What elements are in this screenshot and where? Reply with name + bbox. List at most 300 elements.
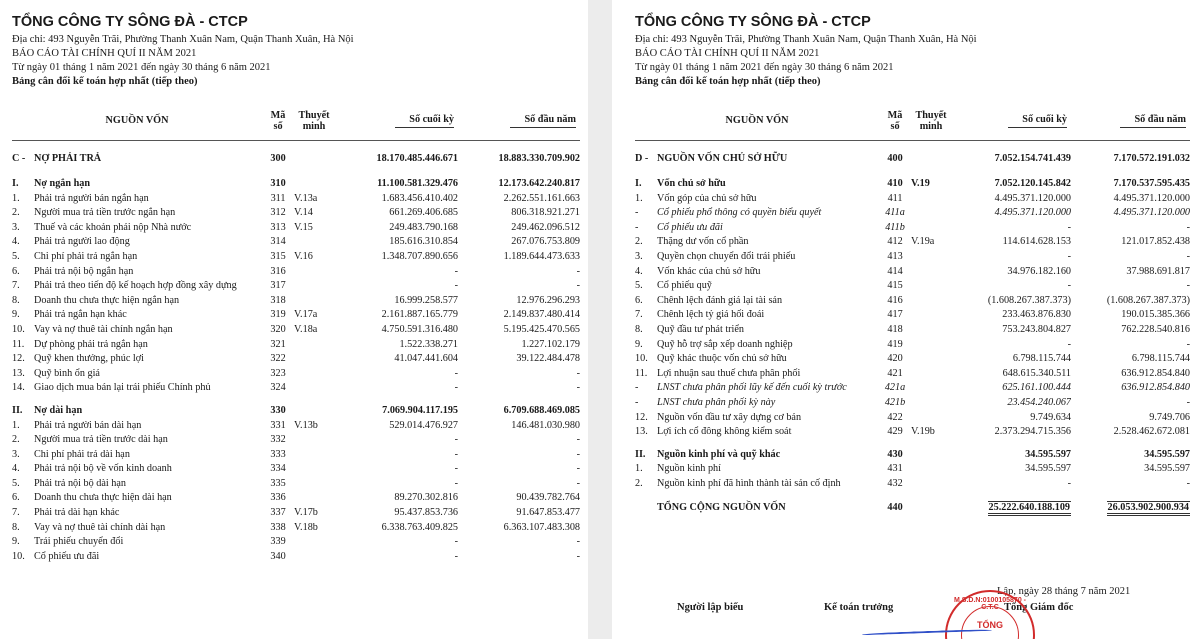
page-gutter: [588, 0, 612, 639]
column-header-end: Số cuối kỳ: [334, 104, 458, 140]
row-begin-value: 249.462.096.512: [511, 221, 581, 233]
row-index: 7.: [12, 507, 20, 519]
table-row: [635, 381, 1190, 396]
row-code: 412: [887, 236, 903, 248]
column-header-label-right: NGUỒN VỐN: [725, 115, 789, 127]
row-label: LNST chưa phân phối lũy kế đến cuối kỳ trước: [657, 382, 847, 394]
column-header-label: NGUỒN VỐN: [105, 115, 169, 127]
row-index: 1.: [12, 192, 20, 204]
row-index: C -: [12, 153, 26, 164]
row-note: [294, 177, 334, 192]
row-label: Phải trả nội bộ về vốn kinh doanh: [34, 463, 172, 475]
row-end-value: -: [454, 448, 459, 460]
row-index: 3.: [635, 250, 643, 262]
row-end-value: -: [454, 280, 459, 292]
row-note: V.16: [294, 250, 313, 262]
table-row: [12, 221, 580, 236]
row-code: 319: [270, 309, 286, 321]
seal-text: TỔNG: [977, 620, 1003, 630]
row-begin-value: -: [576, 448, 581, 460]
row-code: 410: [887, 178, 903, 189]
row-begin-value: 2.528.462.672.081: [1113, 426, 1191, 438]
table-row: [635, 477, 1190, 492]
row-label: Quyền chọn chuyển đổi trái phiếu: [657, 250, 796, 262]
row-label: Phải trả nội bộ dài hạn: [34, 477, 126, 489]
row-label: Người mua trả tiền trước ngắn hạn: [34, 207, 176, 219]
row-index: 6.: [12, 492, 20, 504]
row-begin-value: -: [1186, 477, 1191, 489]
row-code: 411: [887, 192, 903, 204]
row-label: Phải trả người lao động: [34, 236, 130, 248]
row-label: Nguồn kinh phí và quỹ khác: [657, 448, 781, 460]
balance-sheet-table-equity: [635, 104, 1190, 517]
table-row: [635, 396, 1190, 411]
row-index: 4.: [12, 236, 20, 248]
table-row: [12, 462, 580, 477]
row-begin-value: 762.228.540.816: [1121, 323, 1191, 335]
column-header-code: Mã số: [270, 110, 286, 132]
row-begin-value: 6.709.688.469.085: [503, 404, 581, 416]
row-index: 7.: [12, 280, 20, 292]
row-begin-value: 806.318.921.271: [511, 207, 581, 219]
row-note: [911, 499, 951, 517]
row-begin-value: 2.262.551.161.663: [503, 192, 581, 204]
row-end-value: 95.437.853.736: [394, 507, 459, 519]
table-row: [635, 250, 1190, 265]
company-address-right: Địa chỉ: 493 Nguyễn Trãi, Phường Thanh Xuân Nam, Quận Thanh Xuân, Hà Nội: [635, 34, 977, 45]
row-index: 13.: [635, 426, 648, 438]
table-row: [12, 294, 580, 309]
row-index: 8.: [635, 323, 643, 335]
table-row: [635, 294, 1190, 309]
table-row: [635, 221, 1190, 236]
row-label: Thặng dư vốn cổ phần: [657, 236, 749, 248]
row-note: V.18a: [294, 323, 318, 335]
row-code: 332: [270, 434, 286, 446]
row-code: 422: [887, 411, 903, 423]
row-end-value: 16.999.258.577: [394, 294, 459, 306]
report-subtitle: Bảng cân đối kế toán hợp nhất (tiếp theo): [12, 76, 198, 87]
row-code: 337: [270, 507, 286, 519]
row-begin-value: 2.149.837.480.414: [503, 309, 581, 321]
row-note: [911, 221, 951, 236]
table-row: [635, 308, 1190, 323]
row-note: [294, 235, 334, 250]
table-row: [635, 352, 1190, 367]
row-begin-value: 12.173.642.240.817: [498, 178, 581, 189]
row-begin-value: 6.363.107.483.308: [503, 521, 581, 533]
company-name-right: TỔNG CÔNG TY SÔNG ĐÀ - CTCP: [635, 14, 871, 30]
row-end-value: 34.976.182.160: [1007, 265, 1072, 277]
row-note: [911, 477, 951, 492]
report-period: Từ ngày 01 tháng 1 năm 2021 đến ngày 30 tháng 6 năm 2021: [12, 62, 271, 73]
row-code: 440: [887, 502, 903, 514]
row-label: Cổ phiếu quỹ: [657, 280, 712, 292]
row-note: [294, 448, 334, 463]
row-end-value: 34.595.597: [1025, 448, 1072, 460]
row-note: [911, 411, 951, 426]
row-note: [911, 352, 951, 367]
row-end-value: 1.683.456.410.402: [381, 192, 459, 204]
row-label: Phải trả theo tiến độ kế hoạch hợp đồng xây dựng: [34, 280, 237, 292]
row-code: 310: [270, 178, 286, 189]
table-row: [12, 433, 580, 448]
row-code: 432: [887, 477, 903, 489]
table-row: [635, 149, 1190, 169]
company-address: Địa chỉ: 493 Nguyễn Trãi, Phường Thanh Xuân Nam, Quận Thanh Xuân, Hà Nội: [12, 34, 354, 45]
table-row: [635, 448, 1190, 463]
row-end-value: 249.483.790.168: [389, 221, 459, 233]
row-begin-value: -: [576, 477, 581, 489]
signature-accountant: Kế toán trưởng: [824, 602, 894, 613]
column-header-note-right: Thuyết minh: [915, 110, 947, 132]
row-note: [911, 308, 951, 323]
row-code: 314: [270, 236, 286, 248]
row-code: 340: [270, 550, 286, 562]
row-end-value: 25.222.640.188.109: [951, 499, 1071, 517]
row-index: 14.: [12, 382, 25, 394]
row-label: Quỹ đầu tư phát triển: [657, 323, 745, 335]
table-row: [12, 419, 580, 434]
row-note: [294, 462, 334, 477]
row-code: 300: [270, 153, 286, 164]
row-index: 12.: [635, 411, 648, 423]
column-header-begin: Số đầu năm: [458, 104, 580, 140]
row-note: V.19a: [911, 236, 935, 248]
row-begin-value: 34.595.597: [1144, 448, 1191, 460]
row-code: 334: [270, 463, 286, 475]
row-begin-value: 34.595.597: [1144, 463, 1191, 475]
spacer-row: [635, 141, 1190, 149]
column-header-end-right: Số cuối kỳ: [951, 104, 1071, 140]
column-header-begin-right: Số đầu năm: [1071, 104, 1190, 140]
row-code: 420: [887, 353, 903, 365]
row-index: -: [635, 221, 639, 233]
row-begin-value: 121.017.852.438: [1121, 236, 1191, 248]
row-end-value: -: [454, 550, 459, 562]
row-code: 429: [887, 426, 903, 438]
table-row: [12, 235, 580, 250]
row-index: 4.: [12, 463, 20, 475]
row-code: 324: [270, 382, 286, 394]
row-end-value: -: [454, 477, 459, 489]
row-label: Quỹ khen thưởng, phúc lợi: [34, 353, 144, 365]
row-code: 333: [270, 448, 286, 460]
row-note: V.14: [294, 207, 313, 219]
row-label: Vốn khác của chủ sở hữu: [657, 265, 761, 277]
row-code: 318: [270, 294, 286, 306]
row-code: 315: [270, 250, 286, 262]
row-index: 8.: [12, 294, 20, 306]
row-index: 13.: [12, 367, 25, 379]
row-label: Vay và nợ thuê tài chính dài hạn: [34, 521, 166, 533]
row-label: Lợi ích cổ đông không kiểm soát: [657, 426, 792, 438]
row-end-value: 2.373.294.715.356: [994, 426, 1072, 438]
row-label: Trái phiếu chuyển đổi: [34, 536, 124, 548]
row-end-value: 114.614.628.153: [1002, 236, 1072, 248]
row-label: Người mua trả tiền trước dài hạn: [34, 434, 168, 446]
row-code: 418: [887, 323, 903, 335]
row-note: [911, 448, 951, 463]
row-begin-value: -: [576, 536, 581, 548]
row-label: NỢ PHẢI TRẢ: [34, 153, 102, 164]
table-row: [12, 491, 580, 506]
row-label: TỔNG CỘNG NGUỒN VỐN: [657, 502, 786, 514]
row-index: 2.: [635, 236, 643, 248]
row-begin-value: 90.439.782.764: [516, 492, 581, 504]
row-code: 335: [270, 477, 286, 489]
row-code: 414: [887, 265, 903, 277]
row-index: [635, 499, 657, 517]
row-code: 322: [270, 353, 286, 365]
row-label: Vốn góp của chủ sở hữu: [657, 192, 757, 204]
spacer-row: [12, 396, 580, 404]
row-code: 336: [270, 492, 286, 504]
total-row: [635, 499, 1190, 517]
row-index: 2.: [12, 434, 20, 446]
row-end-value: 41.047.441.604: [394, 353, 459, 365]
row-end-value: 753.243.804.827: [1002, 323, 1072, 335]
row-begin-value: -: [576, 463, 581, 475]
table-row: [12, 206, 580, 221]
row-label: Quỹ hỗ trợ sắp xếp doanh nghiệp: [657, 338, 793, 350]
row-begin-value: 37.988.691.817: [1126, 265, 1191, 277]
row-label: NGUỒN VỐN CHỦ SỞ HỮU: [657, 153, 788, 164]
row-code: 317: [270, 280, 286, 292]
row-label: Cổ phiếu phổ thông có quyền biểu quyết: [657, 207, 822, 219]
row-index: 1.: [635, 192, 643, 204]
row-note: [911, 279, 951, 294]
row-index: II.: [635, 448, 646, 460]
row-index: 9.: [12, 309, 20, 321]
row-end-value: -: [454, 382, 459, 394]
row-code: 311: [270, 192, 286, 204]
row-code: 338: [270, 521, 286, 533]
row-note: [294, 550, 334, 565]
row-end-value: (1.608.267.387.373): [987, 294, 1072, 306]
table-row: [12, 477, 580, 492]
row-code: 321: [270, 338, 286, 350]
row-note: [294, 477, 334, 492]
spacer-row: [635, 491, 1190, 499]
row-end-value: 11.100.581.329.476: [377, 178, 459, 189]
table-row: [635, 462, 1190, 477]
row-index: I.: [12, 178, 19, 189]
row-end-value: -: [1067, 477, 1072, 489]
row-begin-value: -: [576, 265, 581, 277]
row-label: LNST chưa phân phối kỳ này: [657, 396, 776, 408]
signature-preparer: Người lập biểu: [677, 602, 744, 613]
row-index: 4.: [635, 265, 643, 277]
row-note: V.19b: [911, 426, 935, 438]
row-index: 12.: [12, 353, 25, 365]
row-note: [294, 404, 334, 419]
row-label: Phải trả dài hạn khác: [34, 507, 120, 519]
row-note: [911, 192, 951, 207]
row-label: Quỹ khác thuộc vốn chủ sở hữu: [657, 353, 787, 365]
row-label: Chênh lệch tỷ giá hối đoái: [657, 309, 765, 321]
row-end-value: -: [454, 367, 459, 379]
row-begin-value: 91.647.853.477: [516, 507, 581, 519]
row-note: V.17a: [294, 309, 318, 321]
row-begin-value: 267.076.753.809: [511, 236, 581, 248]
table-row: [12, 192, 580, 207]
row-end-value: 6.338.763.409.825: [381, 521, 459, 533]
right-table-body: [635, 141, 1190, 517]
row-end-value: 661.269.406.685: [389, 207, 459, 219]
row-label: Nợ dài hạn: [34, 404, 83, 416]
row-end-value: -: [454, 265, 459, 277]
row-end-value: 18.170.485.446.671: [376, 153, 459, 164]
row-code: 330: [270, 404, 286, 416]
row-begin-value: 190.015.385.366: [1121, 309, 1191, 321]
row-end-value: 34.595.597: [1025, 463, 1072, 475]
row-label: Chi phí phải trả dài hạn: [34, 448, 130, 460]
table-row: [12, 506, 580, 521]
row-note: [911, 367, 951, 382]
left-page: [0, 0, 588, 639]
row-code: 312: [270, 207, 286, 219]
row-end-value: -: [454, 536, 459, 548]
row-note: [294, 149, 334, 169]
row-begin-value: (1.608.267.387.373): [1106, 294, 1191, 306]
row-code: 421: [887, 367, 903, 379]
row-index: 6.: [635, 294, 643, 306]
row-index: 9.: [12, 536, 20, 548]
row-index: D -: [635, 153, 649, 164]
row-label: Phải trả ngắn hạn khác: [34, 309, 127, 321]
row-note: V.13b: [294, 419, 318, 431]
row-index: 11.: [635, 367, 648, 379]
row-note: [294, 265, 334, 280]
row-note: [911, 338, 951, 353]
row-begin-value: 39.122.484.478: [516, 353, 581, 365]
row-note: [294, 381, 334, 396]
row-index: 7.: [635, 309, 643, 321]
row-index: 8.: [12, 521, 20, 533]
spacer-row: [12, 141, 580, 149]
spacer-row: [12, 169, 580, 177]
table-row: [635, 177, 1190, 192]
row-begin-value: 1.189.644.473.633: [503, 250, 581, 262]
row-begin-value: 4.495.371.120.000: [1113, 192, 1191, 204]
table-row: [635, 206, 1190, 221]
row-label: Nguồn vốn đầu tư xây dựng cơ bản: [657, 411, 802, 423]
row-begin-value: -: [1186, 396, 1191, 408]
row-end-value: 4.750.591.316.480: [381, 323, 459, 335]
table-row: [635, 338, 1190, 353]
row-index: -: [635, 396, 639, 408]
report-period-right: Từ ngày 01 tháng 1 năm 2021 đến ngày 30 tháng 6 năm 2021: [635, 62, 894, 73]
row-label: Cổ phiếu ưu đãi: [34, 550, 100, 562]
table-row: [12, 550, 580, 565]
row-note: [294, 491, 334, 506]
table-row: [12, 448, 580, 463]
company-name: TỔNG CÔNG TY SÔNG ĐÀ - CTCP: [12, 14, 248, 30]
row-code: 430: [887, 448, 903, 460]
row-code: 313: [270, 221, 286, 233]
row-end-value: 9.749.634: [1030, 411, 1072, 423]
row-note: [294, 338, 334, 353]
row-index: 2.: [635, 477, 643, 489]
row-begin-value: -: [576, 367, 581, 379]
row-note: [294, 352, 334, 367]
table-row: [12, 535, 580, 550]
row-end-value: -: [1067, 250, 1072, 262]
row-code: 320: [270, 323, 286, 335]
row-end-value: 529.014.476.927: [389, 419, 459, 431]
row-label: Vốn chủ sở hữu: [657, 178, 726, 189]
row-end-value: 1.522.338.271: [399, 338, 459, 350]
row-label: Giao dịch mua bán lại trái phiếu Chính phủ: [34, 382, 211, 394]
row-label: Doanh thu chưa thực hiện dài hạn: [34, 492, 172, 504]
row-begin-value: 4.495.371.120.000: [1113, 207, 1191, 219]
row-label: Chênh lệch đánh giá lại tài sản: [657, 294, 783, 306]
row-label: Vay và nợ thuê tài chính ngắn hạn: [34, 323, 173, 335]
row-begin-value: 26.053.902.900.934: [1071, 499, 1190, 517]
report-subtitle-right: Bảng cân đối kế toán hợp nhất (tiếp theo): [635, 76, 821, 87]
row-index: 3.: [12, 448, 20, 460]
row-begin-value: 18.883.330.709.902: [498, 153, 581, 164]
row-begin-value: 6.798.115.744: [1131, 353, 1191, 365]
table-row: [12, 521, 580, 536]
row-code: 411a: [885, 207, 905, 219]
table-row: [12, 279, 580, 294]
table-row: [635, 411, 1190, 426]
row-end-value: 4.495.371.120.000: [994, 192, 1072, 204]
row-index: 1.: [635, 463, 643, 475]
row-label: Phải trả nội bộ ngắn hạn: [34, 265, 134, 277]
row-code: 339: [270, 536, 286, 548]
row-note: V.19: [911, 178, 930, 189]
table-row: [12, 352, 580, 367]
row-note: [911, 265, 951, 280]
row-note: [911, 250, 951, 265]
row-index: 10.: [635, 353, 648, 365]
row-begin-value: 636.912.854.840: [1121, 367, 1191, 379]
row-label: Phải trả người bán ngắn hạn: [34, 192, 149, 204]
row-code: 331: [270, 419, 286, 431]
row-code: 421b: [884, 396, 906, 408]
row-index: 10.: [12, 323, 25, 335]
row-end-value: -: [1067, 338, 1072, 350]
row-begin-value: 146.481.030.980: [511, 419, 581, 431]
row-note: [911, 323, 951, 338]
row-begin-value: 7.170.537.595.435: [1113, 178, 1191, 189]
row-begin-value: 636.912.854.840: [1121, 382, 1191, 394]
row-begin-value: -: [576, 550, 581, 562]
row-note: V.15: [294, 221, 313, 233]
row-index: 5.: [12, 477, 20, 489]
row-end-value: -: [1067, 221, 1072, 233]
row-code: 415: [887, 280, 903, 292]
row-note: V.18b: [294, 521, 318, 533]
row-label: Nguồn kinh phí đã hình thành tài sản cố định: [657, 477, 841, 489]
row-note: [294, 279, 334, 294]
row-begin-value: 1.227.102.179: [521, 338, 581, 350]
table-row: [635, 235, 1190, 250]
column-header-note: Thuyết minh: [298, 110, 330, 132]
balance-sheet-table-liabilities: [12, 104, 580, 564]
row-begin-value: -: [1186, 221, 1191, 233]
row-begin-value: 9.749.706: [1149, 411, 1191, 423]
table-row: [635, 323, 1190, 338]
seal-ring-text: M.S.D.N:0100105870 - C.T.C: [954, 597, 1026, 611]
row-begin-value: -: [1186, 250, 1191, 262]
row-end-value: -: [1067, 280, 1072, 292]
row-index: -: [635, 382, 639, 394]
row-note: [911, 396, 951, 411]
